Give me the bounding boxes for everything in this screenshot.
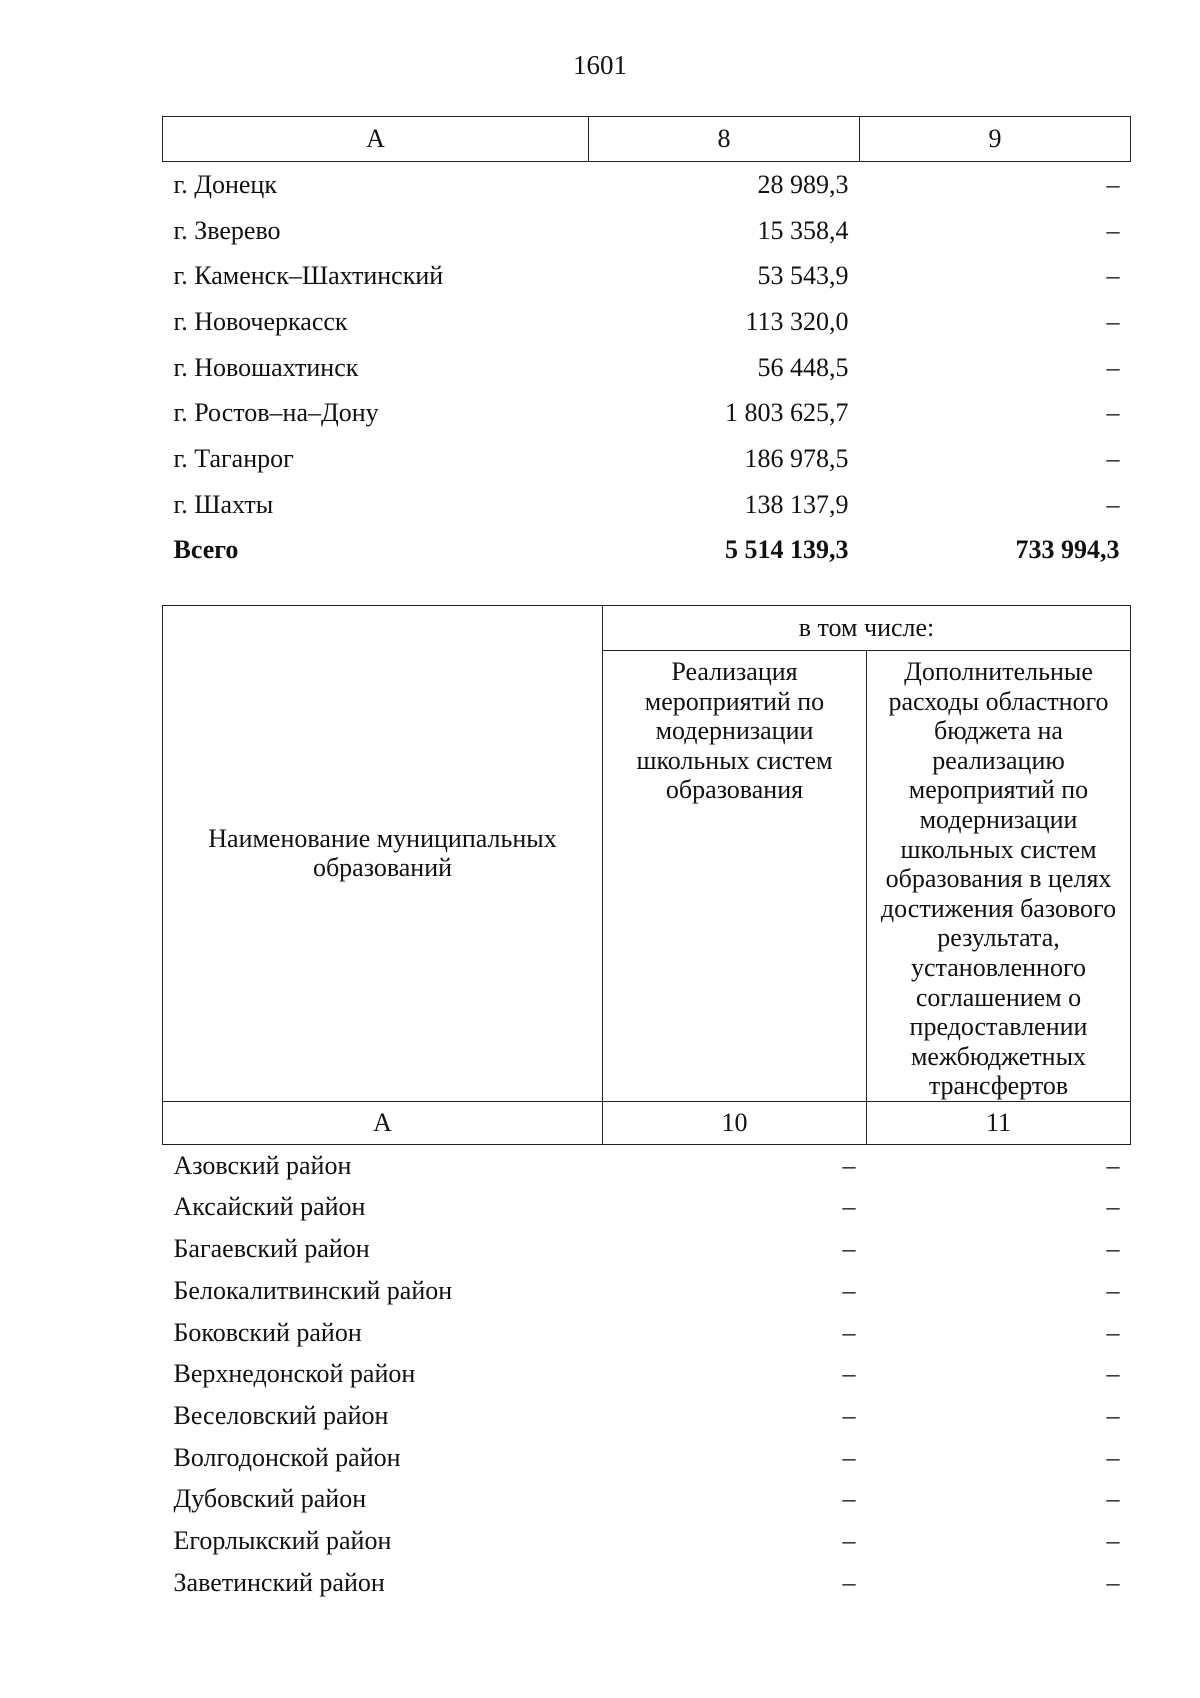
value-col-10: – bbox=[842, 1234, 856, 1264]
value-col-10: – bbox=[842, 1317, 856, 1347]
col-header-9: 9 bbox=[860, 117, 1131, 162]
col-header-8: 8 bbox=[589, 117, 860, 162]
value-col-9: – bbox=[1106, 306, 1120, 336]
value-col-10: – bbox=[842, 1359, 856, 1389]
value-col-10: – bbox=[842, 1567, 856, 1597]
table-row bbox=[163, 1478, 1131, 1520]
table-row bbox=[163, 1187, 1131, 1229]
table-row bbox=[163, 162, 1131, 208]
municipality-name: г. Новошахтинск bbox=[173, 352, 359, 382]
value-col-9: – bbox=[1106, 215, 1120, 245]
value-col-8: 53 543,9 bbox=[757, 261, 849, 291]
table-header-row bbox=[163, 117, 1131, 162]
value-col-9: – bbox=[1106, 489, 1120, 519]
table-row bbox=[163, 482, 1131, 528]
value-col-11: – bbox=[1106, 1567, 1120, 1597]
municipality-name: Азовский район bbox=[173, 1150, 352, 1180]
value-col-8: 1 803 625,7 bbox=[725, 398, 849, 428]
municipality-name: г. Зверево bbox=[173, 215, 281, 245]
table-row bbox=[163, 1437, 1131, 1479]
table-row bbox=[163, 1228, 1131, 1270]
col-number-a: А bbox=[163, 1101, 603, 1144]
value-col-8: 15 358,4 bbox=[757, 215, 849, 245]
col-header-group: в том числе: bbox=[603, 606, 1131, 651]
municipality-name: Аксайский район bbox=[173, 1192, 366, 1222]
municipality-name: Белокалитвинский район bbox=[173, 1275, 453, 1305]
value-col-9: – bbox=[1106, 352, 1120, 382]
table-row bbox=[163, 1270, 1131, 1312]
value-col-11: – bbox=[1106, 1234, 1120, 1264]
municipality-name: Волгодонской район bbox=[173, 1442, 401, 1472]
value-col-11: – bbox=[1106, 1150, 1120, 1180]
value-col-11: – bbox=[1106, 1359, 1120, 1389]
value-col-10: – bbox=[842, 1484, 856, 1514]
table-header-row bbox=[163, 606, 1131, 651]
municipality-name: Боковский район bbox=[173, 1317, 362, 1347]
col-header-municipality-name: Наименование муниципальных образований bbox=[163, 606, 603, 1102]
col-number-row bbox=[163, 1101, 1131, 1144]
municipality-name: г. Ростов–на–Дону bbox=[173, 398, 379, 428]
page-number: 1601 bbox=[573, 50, 627, 80]
value-col-10: – bbox=[842, 1192, 856, 1222]
table-row bbox=[163, 1562, 1131, 1604]
value-col-10: – bbox=[842, 1150, 856, 1180]
value-col-11: – bbox=[1106, 1525, 1120, 1555]
value-col-11: – bbox=[1106, 1317, 1120, 1347]
table-row bbox=[163, 253, 1131, 299]
value-col-10: – bbox=[842, 1400, 856, 1430]
total-row bbox=[163, 528, 1131, 574]
value-col-10: – bbox=[842, 1525, 856, 1555]
municipality-name: г. Каменск–Шахтинский bbox=[173, 261, 444, 291]
municipality-name: Дубовский район bbox=[173, 1484, 367, 1514]
municipality-name: Верхнедонской район bbox=[173, 1359, 416, 1389]
col-header-10: Реализация мероприятий по модернизации школьных систем образования bbox=[603, 651, 867, 1102]
budget-table-cols-10-11 bbox=[162, 605, 1131, 1603]
value-col-8: 113 320,0 bbox=[745, 306, 849, 336]
municipality-name: Заветинский район bbox=[173, 1567, 385, 1597]
value-col-9: – bbox=[1106, 169, 1120, 199]
value-col-11: – bbox=[1106, 1275, 1120, 1305]
value-col-8: 56 448,5 bbox=[757, 352, 849, 382]
table-row bbox=[163, 299, 1131, 345]
municipality-name: г. Шахты bbox=[173, 489, 274, 519]
total-label: Всего bbox=[173, 535, 239, 565]
table-row bbox=[163, 1312, 1131, 1354]
col-number-11: 11 bbox=[867, 1101, 1131, 1144]
value-col-9: – bbox=[1106, 261, 1120, 291]
table-row bbox=[163, 345, 1131, 391]
municipality-name: г. Новочеркасск bbox=[173, 306, 348, 336]
value-col-11: – bbox=[1106, 1192, 1120, 1222]
total-col-8: 5 514 139,3 bbox=[725, 535, 849, 565]
municipality-name: Егорлыкский район bbox=[173, 1525, 392, 1555]
value-col-8: 186 978,5 bbox=[744, 443, 849, 473]
value-col-11: – bbox=[1106, 1400, 1120, 1430]
table-row bbox=[163, 1520, 1131, 1562]
col-number-10: 10 bbox=[603, 1101, 867, 1144]
municipality-name: г. Донецк bbox=[173, 169, 277, 199]
table-row bbox=[163, 390, 1131, 436]
table-row bbox=[163, 1353, 1131, 1395]
value-col-9: – bbox=[1106, 398, 1120, 428]
col-header-a: А bbox=[163, 117, 589, 162]
value-col-10: – bbox=[842, 1275, 856, 1305]
municipality-name: Багаевский район bbox=[173, 1234, 370, 1264]
table-row bbox=[163, 208, 1131, 254]
table-row bbox=[163, 1395, 1131, 1437]
table-row bbox=[163, 1144, 1131, 1186]
table-row bbox=[163, 436, 1131, 482]
municipality-name: Веселовский район bbox=[173, 1400, 389, 1430]
budget-table-cols-8-9 bbox=[162, 116, 1131, 573]
total-col-9: 733 994,3 bbox=[1015, 535, 1120, 565]
value-col-8: 28 989,3 bbox=[757, 169, 849, 199]
value-col-11: – bbox=[1106, 1442, 1120, 1472]
value-col-11: – bbox=[1106, 1484, 1120, 1514]
value-col-8: 138 137,9 bbox=[744, 489, 849, 519]
municipality-name: г. Таганрог bbox=[173, 443, 294, 473]
value-col-10: – bbox=[842, 1442, 856, 1472]
col-header-11: Дополнительные расходы областного бюджета на реализацию мероприятий по модернизации школьных систем образования в целях достижения базового результата, установленного соглашением о предоставлении межбюджетных трансфертов bbox=[867, 651, 1131, 1102]
value-col-9: – bbox=[1106, 443, 1120, 473]
